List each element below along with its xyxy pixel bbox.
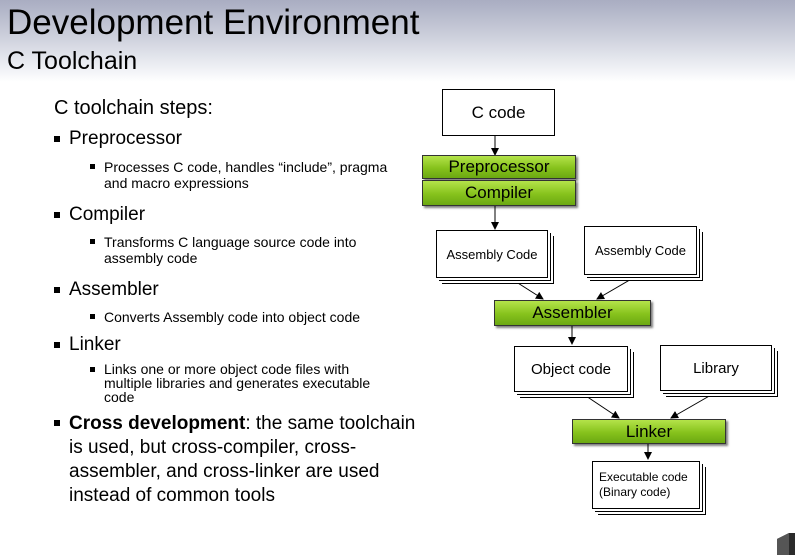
library-label: Library: [693, 359, 739, 377]
compiler-label: Compiler: [464, 183, 534, 202]
compiler-stage: [422, 180, 576, 206]
preprocessor-label: Preprocessor: [448, 157, 550, 176]
arrow-library-to-linker: [671, 391, 718, 418]
object-code-box: [514, 346, 628, 392]
assembly-code-box-1: [436, 230, 548, 278]
library-box: [660, 345, 772, 391]
linker-stage: [572, 419, 726, 444]
assembler-label: Assembler: [532, 303, 613, 322]
bullet-label: Compiler: [69, 204, 146, 225]
linker-label: Linker: [625, 421, 673, 441]
sub-bullet-text: Transforms C language source code into assembly code: [104, 234, 357, 266]
arrow-object-to-linker: [580, 392, 619, 418]
page-title: Development Environment: [7, 3, 420, 42]
assembly-code-label: Assembly Code: [446, 246, 538, 262]
object-code-label: Object code: [530, 360, 612, 378]
bullet-label: Assembler: [69, 279, 159, 300]
executable-code-label: [599, 470, 688, 500]
cross-development-label: Cross development: [69, 413, 246, 434]
steps-heading: C toolchain steps:: [54, 97, 213, 119]
corner-decoration-icon: [769, 529, 795, 555]
cross-development-body: : the same toolchain is used, but cross-compiler, cross-assembler, and cross-linker are used instead of common tools: [69, 413, 416, 506]
sub-bullet-text: Converts Assembly code into object code: [104, 309, 361, 325]
preprocessor-stage: [422, 155, 576, 179]
c-code-box: [442, 89, 555, 136]
executable-line-1: Executable code: [599, 470, 688, 484]
arrow-assembly2-to-assembler: [597, 274, 640, 299]
assembly-code-label: Assembly Code: [594, 243, 687, 258]
executable-line-2: (Binary code): [599, 485, 671, 499]
sub-bullet-text: Links one or more object code files with multiple libraries and generates executable code: [104, 361, 371, 405]
bullet-label: Preprocessor: [69, 128, 182, 149]
assembler-stage: [494, 300, 651, 326]
page-subtitle: C Toolchain: [7, 47, 138, 75]
c-code-label: C code: [471, 102, 526, 122]
assembly-code-box-2: [584, 226, 697, 275]
arrow-assembly1-to-assembler: [510, 278, 543, 299]
sub-bullet-text: Processes C code, handles “include”, pragma and macro expressions: [104, 159, 388, 191]
bullet-label: Linker: [69, 334, 121, 355]
executable-code-box: [592, 461, 700, 509]
